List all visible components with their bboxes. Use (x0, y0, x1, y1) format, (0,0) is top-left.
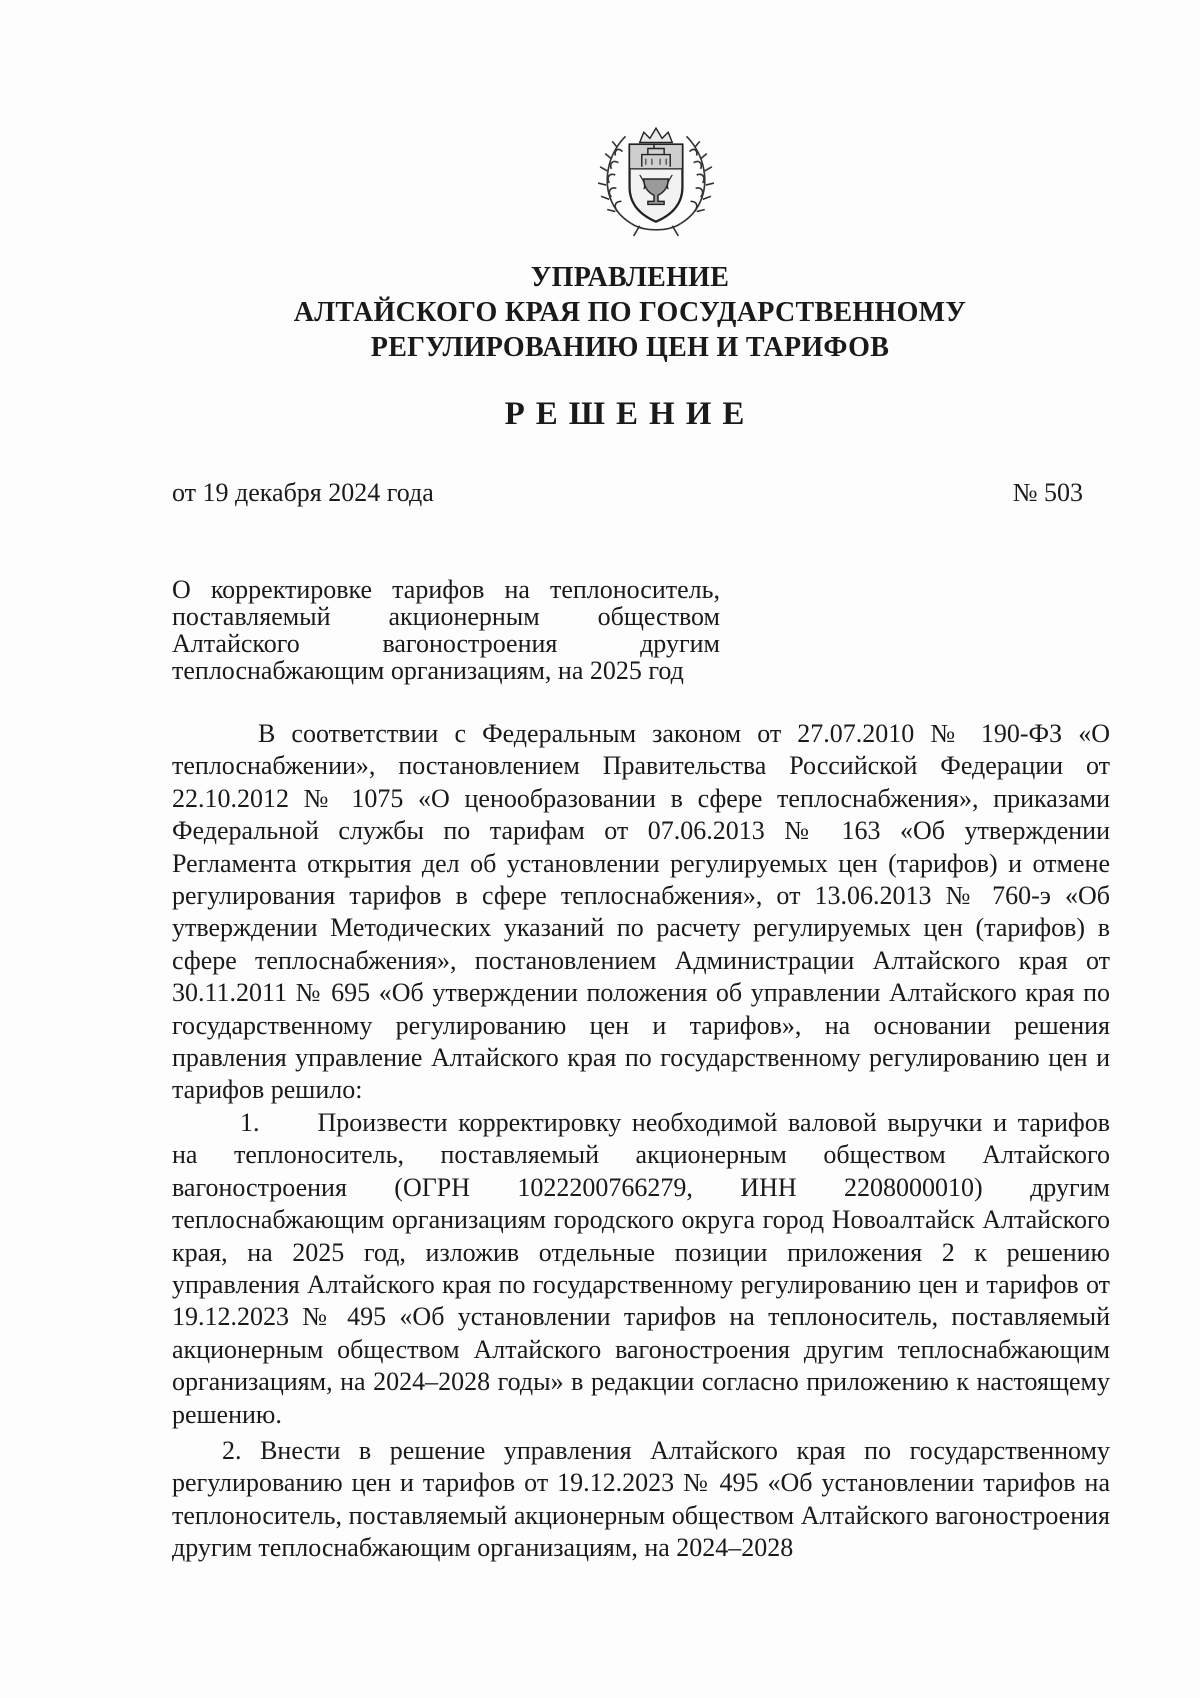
heading-line: РЕГУЛИРОВАНИЮ ЦЕН И ТАРИФОВ (370, 332, 890, 363)
document-subject: О корректировке тарифов на теплоноситель, поставляемый акционерным обществом Алтайского вагоностроения другим теплоснабжающим организациям, на 2025 год (172, 575, 720, 685)
altai-krai-coat-of-arms-icon (595, 118, 717, 240)
document-number: № 503 (1012, 478, 1083, 507)
preamble-paragraph: В соответствии с Федеральным законом от 27.07.2010 № 190-ФЗ «О теплоснабжении», постановлением Правительства Российской Федерации от 22.10.2012 № 1075 «О ценообразовании в сфере теплоснабжения», приказами Федеральной службы по тарифам от 07.06.2013 № 163 «Об утверждении Регламента открытия дел об установлении регулируемых цен (тарифов) и отмене регулирования тарифов в сфере теплоснабжения», от 13.06.2013 № 760-э «Об утверждении Методических указаний по расчету регулируемых цен (тарифов) в сфере теплоснабжения», постановлением Администрации Алтайского края от 30.11.2011 № 695 «Об утверждении положения об управлении Алтайского края по государственному регулированию цен и тарифов», на основании решения правления управление Алтайского края по государственному регулированию цен и тарифов решило: (172, 719, 1110, 1105)
heading-line: АЛТАЙСКОГО КРАЯ ПО ГОСУДАРСТВЕННОМУ (293, 297, 967, 328)
item-number: 1. (240, 1107, 260, 1137)
document-body (172, 718, 1110, 1565)
item-text: Произвести корректировку необходимой валовой выручки и тарифов на теплоноситель, поставляемый акционерным обществом Алтайского вагоностроения (ОГРН 1022200766279, ИНН 2208000010) другим теплоснабжающим организациям городского округа город Новоалтайск Алтайского края, на 2025 год, изложив отдельные позиции приложения 2 к решению управления Алтайского края по государственному регулированию цен и тарифов от 19.12.2023 № 495 «Об установлении тарифов на теплоноситель, поставляемый акционерным обществом Алтайского вагоностроения другим теплоснабжающим организациям, на 2024–2028 годы» в редакции согласно приложению к настоящему решению. (172, 1107, 1110, 1429)
document-type: РЕШЕНИЕ (504, 396, 756, 432)
item-number: 2. (222, 1435, 242, 1465)
decision-item (172, 1107, 1110, 1431)
item-text: Внести в решение управления Алтайского края по государственному регулированию цен и тарифов от 19.12.2023 № 495 «Об установлении тарифов на теплоноситель, поставляемый акционерным обществом Алтайского вагоностроения другим теплоснабжающим организациям, на 2024–2028 (172, 1435, 1111, 1563)
decision-item (172, 1435, 1110, 1565)
heading-line: УПРАВЛЕНИЕ (530, 262, 730, 293)
issuing-authority (180, 260, 1080, 365)
document-date: от 19 декабря 2024 года (172, 478, 434, 507)
